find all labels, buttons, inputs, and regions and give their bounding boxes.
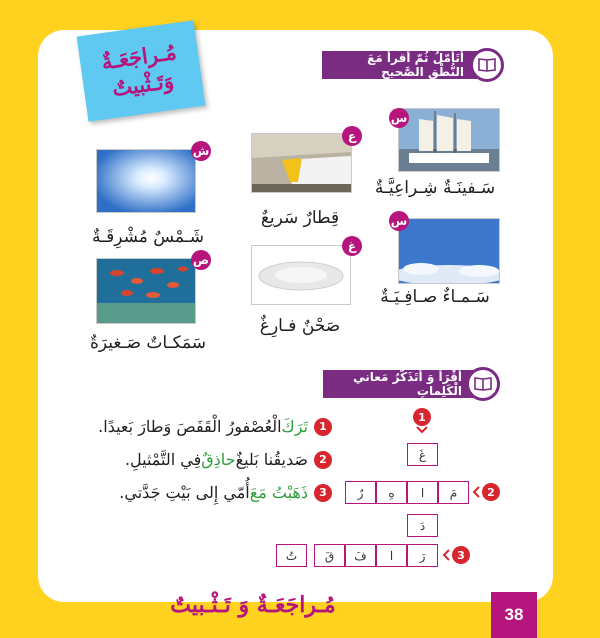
clear-sky-photo bbox=[398, 218, 500, 284]
crossword-cell[interactable]: مَ bbox=[438, 481, 469, 504]
crossword-marker-2 bbox=[472, 483, 500, 501]
marker-number: 1 bbox=[413, 408, 431, 426]
crossword-cell[interactable]: فَ bbox=[345, 544, 376, 567]
crossword-cell[interactable]: رَ bbox=[407, 544, 438, 567]
crossword-cell[interactable]: تُ bbox=[276, 544, 307, 567]
sentence-text-after: أُمّي إِلى بَيْتِ جَدَّتي. bbox=[119, 483, 250, 502]
page-number: 38 bbox=[491, 592, 537, 638]
sentence-1 bbox=[98, 417, 332, 436]
caption-clear-sky: سَـمـاءٌ صـافِـيَـةٌ bbox=[380, 287, 490, 307]
letter-badge: س bbox=[389, 211, 409, 231]
marker-number: 2 bbox=[482, 483, 500, 501]
sentence-3 bbox=[119, 483, 332, 502]
sentence-number: 2 bbox=[314, 451, 332, 469]
small-fish-photo bbox=[96, 258, 196, 324]
empty-plate-photo bbox=[251, 245, 351, 305]
arrow-left-icon bbox=[472, 486, 480, 498]
sticky-note-line2: وَتَـثْبيتٌ bbox=[110, 67, 176, 102]
sailing-ship-photo bbox=[398, 108, 500, 172]
sentence-highlight: ذَهَبْتُ مَعَ bbox=[249, 483, 308, 502]
crossword-cell[interactable]: ا bbox=[376, 544, 407, 567]
sentence-number: 3 bbox=[314, 484, 332, 502]
crossword-marker-3 bbox=[442, 546, 470, 564]
sentence-text-after: الْعُصْفورُ الْقَفَصَ وَطارَ بَعيدًا. bbox=[98, 417, 282, 436]
crossword-cell[interactable]: رٌ bbox=[345, 481, 376, 504]
sentence-number: 1 bbox=[314, 418, 332, 436]
caption-sailing-ship: سَـفينَـةٌ شِـراعِيَّـةٌ bbox=[374, 178, 496, 198]
crossword-cell[interactable]: هِ bbox=[376, 481, 407, 504]
letter-badge: غ bbox=[342, 236, 362, 256]
crossword-cell[interactable]: قَ bbox=[314, 544, 345, 567]
footer-title: مُـراجَعَـةٌ وَ تَـثْـبيتٌ bbox=[170, 592, 336, 618]
arrow-left-icon bbox=[442, 549, 450, 561]
crossword-cell[interactable]: ا bbox=[407, 481, 438, 504]
sticky-note-line1: مُـراجَعَـةٌ bbox=[99, 38, 178, 74]
letter-badge: ص bbox=[191, 250, 211, 270]
book-icon bbox=[466, 367, 500, 401]
letter-badge: س bbox=[389, 108, 409, 128]
sentence-highlight: حاذِقٌ bbox=[201, 450, 236, 469]
arrow-down-icon bbox=[416, 426, 428, 434]
sentence-text-after: فِي التَّمْثيلِ. bbox=[124, 450, 202, 469]
crossword-marker-1 bbox=[413, 408, 431, 434]
section2-title: أقْرَأُ وَ أتَذَكَّرُ مَعاني الْكَلِماتِ bbox=[353, 370, 462, 398]
crossword-cell[interactable]: دَ bbox=[407, 514, 438, 537]
caption-empty-plate: صَحْنٌ فـارِغٌ bbox=[259, 316, 341, 336]
sentence-text-before: صَديقُنا بَليغٌ bbox=[235, 450, 308, 469]
fast-train-photo bbox=[251, 133, 352, 193]
book-icon bbox=[470, 48, 504, 82]
crossword-cell[interactable]: غَ bbox=[407, 443, 438, 466]
sentence-2 bbox=[125, 450, 332, 469]
marker-number: 3 bbox=[452, 546, 470, 564]
letter-badge: ع bbox=[342, 126, 362, 146]
caption-bright-sun: شَـمْسٌ مُشْرِقَـةٌ bbox=[91, 227, 204, 247]
section1-title: أتَأمّلُ ثُمّ أقرأُ مَعَ النُّطْقِ الصَّحيحِ bbox=[367, 51, 464, 79]
sticky-note bbox=[77, 20, 206, 122]
letter-badge: ش bbox=[191, 141, 211, 161]
caption-small-fish: سَمَكـاتٌ صَـغيرَةٌ bbox=[89, 333, 207, 353]
bright-sun-photo bbox=[96, 149, 196, 213]
caption-fast-train: قِطارٌ سَريعٌ bbox=[260, 208, 340, 228]
sentence-highlight: تَرَكَ bbox=[281, 417, 308, 436]
